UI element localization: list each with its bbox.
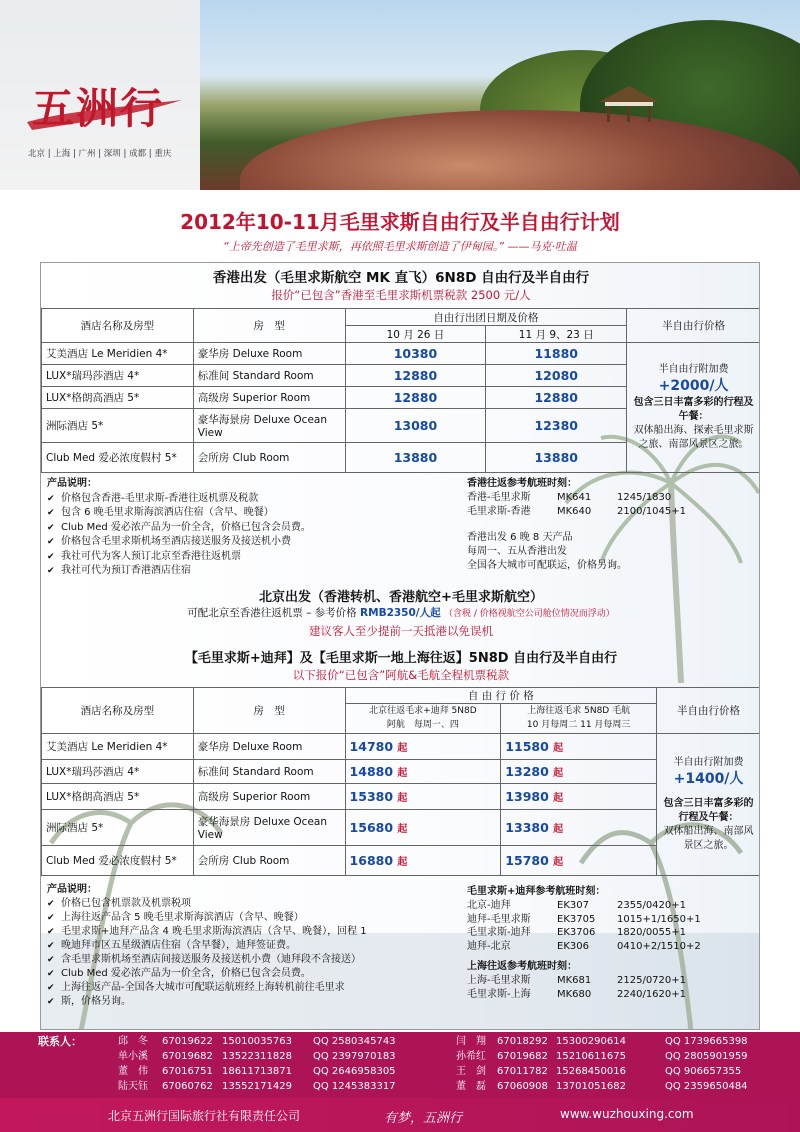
s1-col-date1: 10 月 26 日: [345, 326, 486, 343]
s2-semi-label: 半自由行附加费: [673, 756, 744, 768]
price-cell: 12880: [486, 387, 627, 409]
list-item: ✔ 我社可代为预订香港酒店住宿: [47, 564, 311, 579]
bj-title: 北京出发（香港转机、香港航空+毛里求斯航空）: [259, 590, 543, 605]
s1-flights: [467, 477, 686, 573]
contact-tel: 67019682: [497, 1051, 548, 1062]
contact-qq: QQ 1245383317: [313, 1081, 396, 1092]
flight-row: 香港-毛里求斯 MK641 1245/1830: [467, 492, 672, 503]
s1-semi-cell: [627, 343, 760, 473]
page-quote: “上帝先创造了毛里求斯，再依照毛里求斯创造了伊甸园。” ——马克·吐温: [223, 240, 577, 253]
contact-tel: 67019622: [162, 1036, 213, 1047]
list-item: ✔ 价格包含香港-毛里求斯-香港往返机票及税款: [47, 492, 311, 507]
room-type: 豪华房 Deluxe Room: [193, 734, 345, 760]
s1-notes: [47, 477, 311, 579]
room-type: 豪华海景房 Deluxe Ocean View: [193, 409, 345, 443]
hotel-name: 艾美酒店 Le Meridien 4*: [42, 343, 194, 365]
hotel-name: LUX*格朗高酒店 5*: [42, 387, 194, 409]
contact-name: 孙希红: [456, 1051, 486, 1062]
room-type: 会所房 Club Room: [193, 443, 345, 473]
price-cell: 13880: [486, 443, 627, 473]
s2-col-price1: 北京往返毛求+迪拜 5N8D 阿航 每周一、四: [345, 704, 501, 734]
contact-tel: 67060908: [497, 1081, 548, 1092]
list-item: ✔ 含毛里求斯机场至酒店间接送服务及接送机小费（迪拜段不含接送）: [47, 953, 367, 967]
s1-semi-detail: 双体船出海、探索毛里求斯之旅、南部风景区之旅。: [633, 425, 754, 451]
s1-extra: 香港出发 6 晚 8 天产品: [467, 532, 573, 543]
hotel-name: Club Med 爱必浓度假村 5*: [42, 443, 194, 473]
s2-flights1-title: 毛里求斯+迪拜参考航班时刻：: [467, 886, 606, 897]
price-cell: 13880: [345, 443, 486, 473]
contact-mobile: 15300290614: [556, 1036, 626, 1047]
list-item: ✔ 我社可代为客人预订北京至香港往返机票: [47, 550, 311, 565]
table-row: [42, 343, 761, 365]
contact-qq: QQ 2359650484: [665, 1081, 748, 1092]
flight-row: 上海-毛里求斯 MK681 2125/0720+1: [467, 974, 687, 986]
contact-name: 董 磊: [456, 1081, 486, 1092]
s2-col-semi: 半自由行价格: [657, 688, 760, 734]
s2-semi-cell: [657, 734, 760, 876]
table-row: [42, 760, 761, 784]
contact-mobile: 15210611675: [556, 1051, 626, 1062]
room-type: 标准间 Standard Room: [193, 760, 345, 784]
contact-qq: QQ 906657355: [665, 1066, 742, 1077]
contact-tel: 67016751: [162, 1066, 213, 1077]
price-cell: 14780 起: [345, 734, 501, 760]
header-photo: [200, 0, 800, 190]
hotel-name: LUX*格朗高酒店 5*: [42, 784, 194, 810]
footer: [0, 1098, 800, 1132]
header-banner: [0, 0, 800, 190]
room-type: 标准间 Standard Room: [193, 365, 345, 387]
contact-qq: QQ 2646958305: [313, 1066, 396, 1077]
price-cell: 10380: [345, 343, 486, 365]
contact-name: 邱 冬: [118, 1036, 148, 1047]
hotel-name: 艾美酒店 Le Meridien 4*: [42, 734, 194, 760]
room-type: 高级房 Superior Room: [193, 784, 345, 810]
contact-name: 闫 翔: [456, 1036, 486, 1047]
contact-name: 董 伟: [118, 1066, 148, 1077]
list-item: ✔ 上海往返产品-全国各大城市可配联运航班经上海转机前往毛里求: [47, 981, 367, 995]
table-row: [42, 734, 761, 760]
list-item: ✔ 价格包含毛里求斯机场至酒店接送服务及接送机小费: [47, 535, 311, 550]
s1-col-semi: 半自由行价格: [627, 309, 760, 343]
price-cell: 11580 起: [501, 734, 657, 760]
footer-company: 北京五洲行国际旅行社有限责任公司: [108, 1109, 301, 1123]
price-cell: 13280 起: [501, 760, 657, 784]
s2-semi-detail: 双体船出海、南部风景区之旅。: [663, 826, 754, 852]
s1-col-dates: 自由行出团日期及价格: [345, 309, 627, 326]
contact-tel: 67018292: [497, 1036, 548, 1047]
flight-row: 迪拜-北京 EK306 0410+2/1510+2: [467, 941, 701, 953]
section1-price-table: [41, 308, 760, 473]
s1-col-room: 房 型: [193, 309, 345, 343]
list-item-cont: ✔ 晚迪拜市区五星级酒店住宿（含早餐），迪拜签证费。: [47, 939, 367, 953]
s2-col-room: 房 型: [193, 688, 345, 734]
contact-tel: 67011782: [497, 1066, 548, 1077]
s1-col-hotel: 酒店名称及房型: [42, 309, 194, 343]
contact-row: [0, 1034, 800, 1049]
main-panel: [40, 262, 760, 1030]
price-cell: 12880: [345, 365, 486, 387]
price-cell: 13380 起: [501, 810, 657, 846]
contact-mobile: 13522311828: [222, 1051, 292, 1062]
table-row: [42, 810, 761, 846]
list-item: ✔ Club Med 爱必浓产品为一价全含，价格已包含会员费。: [47, 521, 311, 536]
price-cell: 12380: [486, 409, 627, 443]
s2-col-price2: 上海往返毛求 5N8D 毛航 10 月每周二 11 月每周三: [501, 704, 657, 734]
s2-notes-title: 产品说明：: [47, 884, 97, 895]
price-cell: 12080: [486, 365, 627, 387]
s2-semi-price: +1400/人: [673, 770, 744, 787]
contact-row: [0, 1064, 800, 1079]
contact-mobile: 13701051682: [556, 1081, 626, 1092]
s1-semi-price: +2000/人: [658, 377, 729, 394]
flight-row: 北京-迪拜 EK307 2355/0420+1: [467, 899, 687, 911]
s1-flights-title: 香港往返参考航班时刻：: [467, 478, 577, 489]
price-cell: 12880: [345, 387, 486, 409]
s2-col-price: 自 由 行 价 格: [345, 688, 657, 704]
bj-warning: 建议客人至少提前一天抵港以免误机: [309, 624, 493, 638]
s2-col-hotel: 酒店名称及房型: [42, 688, 194, 734]
brand-cities: 北京 | 上海 | 广州 | 深圳 | 成都 | 重庆: [28, 149, 172, 159]
footer-slogan: 有梦，五洲行: [384, 1111, 463, 1126]
bj-line-price: RMB2350/人起: [360, 607, 441, 619]
price-cell: 15380 起: [345, 784, 501, 810]
footer-url-link[interactable]: www.wuzhouxing.com: [560, 1107, 694, 1121]
hotel-name: Club Med 爱必浓度假村 5*: [42, 846, 194, 876]
s1-col-date2: 11 月 9、23 日: [486, 326, 627, 343]
bj-line-text: 可配北京至香港往返机票 – 参考价格: [187, 607, 357, 619]
contacts-label: 联系人：: [38, 1035, 82, 1048]
price-cell: 16880 起: [345, 846, 501, 876]
contact-mobile: 18611713871: [222, 1066, 292, 1077]
table-row: [42, 784, 761, 810]
list-item-cont: ✔ 斯，价格另询。: [47, 995, 367, 1009]
room-type: 豪华房 Deluxe Room: [193, 343, 345, 365]
hotel-name: LUX*瑞玛莎酒店 4*: [42, 365, 194, 387]
contact-mobile: 15268450016: [556, 1066, 626, 1077]
room-type: 豪华海景房 Deluxe Ocean View: [193, 810, 345, 846]
contact-qq: QQ 1739665398: [665, 1036, 748, 1047]
flight-row: 毛里求斯-香港 MK640 2100/1045+1: [467, 506, 687, 517]
contact-qq: QQ 2580345743: [313, 1036, 396, 1047]
list-item: ✔ 价格已包含机票款及机票税项: [47, 897, 367, 911]
s2-flights: [467, 885, 701, 1001]
list-item: ✔ 包含 6 晚毛里求斯海滨酒店住宿（含早、晚餐）: [47, 506, 311, 521]
brand-logo[interactable]: 五洲行: [32, 84, 165, 133]
section2-price-table: [41, 687, 760, 876]
contact-tel: 67060762: [162, 1081, 213, 1092]
page-title: 2012年10-11月毛里求斯自由行及半自由行计划: [180, 210, 620, 234]
price-cell: 11880: [486, 343, 627, 365]
contacts-panel: [0, 1032, 800, 1098]
contact-mobile: 15010035763: [222, 1036, 292, 1047]
contact-qq: QQ 2397970183: [313, 1051, 396, 1062]
flight-row: 迪拜-毛里求斯 EK3705 1015+1/1650+1: [467, 913, 701, 925]
s1-notes-title: 产品说明：: [47, 478, 97, 489]
s2-notes: [47, 883, 367, 1009]
s1-extra: 全国各大城市可配联运，价格另询。: [467, 560, 627, 571]
bj-line: [41, 605, 760, 620]
price-cell: 13980 起: [501, 784, 657, 810]
section1-title: 香港出发（毛里求斯航空 MK 直飞）6N8D 自由行及半自由行: [212, 270, 590, 286]
s1-extra: 每周一、五从香港出发: [467, 546, 567, 557]
s1-semi-include: 包含三日丰富多彩的行程及午餐：: [633, 397, 754, 423]
price-cell: 15680 起: [345, 810, 501, 846]
room-type: 高级房 Superior Room: [193, 387, 345, 409]
room-type: 会所房 Club Room: [193, 846, 345, 876]
contact-tel: 67019682: [162, 1051, 213, 1062]
section2-subtitle: 以下报价“已包含”阿航&毛航全程机票税款: [292, 668, 510, 682]
s2-semi-include: 包含三日丰富多彩的行程及午餐：: [663, 798, 754, 824]
bj-line-note: （含税 / 价格视航空公司舱位情况而浮动）: [443, 609, 615, 619]
list-item: ✔ 毛里求斯+迪拜产品含 4 晚毛里求斯海滨酒店（含早、晚餐），回程 1: [47, 925, 367, 939]
contact-mobile: 13552171429: [222, 1081, 292, 1092]
table-row: [42, 846, 761, 876]
list-item: ✔ Club Med 爱必浓产品为一价全含，价格已包含会员费。: [47, 967, 367, 981]
contact-qq: QQ 2805901959: [665, 1051, 748, 1062]
s2-flights2-title: 上海往返参考航班时刻：: [467, 960, 577, 972]
section2-title: 【毛里求斯+迪拜】及【毛里求斯一地上海往返】5N8D 自由行及半自由行: [184, 651, 618, 666]
flight-row: 毛里求斯-迪拜 EK3706 1820/0055+1: [467, 927, 687, 939]
contact-row: [0, 1049, 800, 1064]
price-cell: 15780 起: [501, 846, 657, 876]
hotel-name: 洲际酒店 5*: [42, 409, 194, 443]
list-item: ✔ 上海往返产品含 5 晚毛里求斯海滨酒店（含早、晚餐）: [47, 911, 367, 925]
price-cell: 13080: [345, 409, 486, 443]
hotel-name: LUX*瑞玛莎酒店 4*: [42, 760, 194, 784]
s1-semi-label: 半自由行附加费: [658, 363, 729, 375]
contact-row: [0, 1079, 800, 1094]
flight-row: 毛里求斯-上海 MK680 2240/1620+1: [467, 988, 687, 1000]
contact-name: 王 剑: [456, 1066, 486, 1077]
gazebo-icon: [595, 84, 663, 124]
price-cell: 14880 起: [345, 760, 501, 784]
section1-subtitle: 报价“已包含”香港至毛里求斯机票税款 2500 元/人: [271, 288, 531, 302]
hotel-name: 洲际酒店 5*: [42, 810, 194, 846]
contact-name: 单小溪: [118, 1051, 148, 1062]
contact-name: 陆天钰: [118, 1081, 148, 1092]
